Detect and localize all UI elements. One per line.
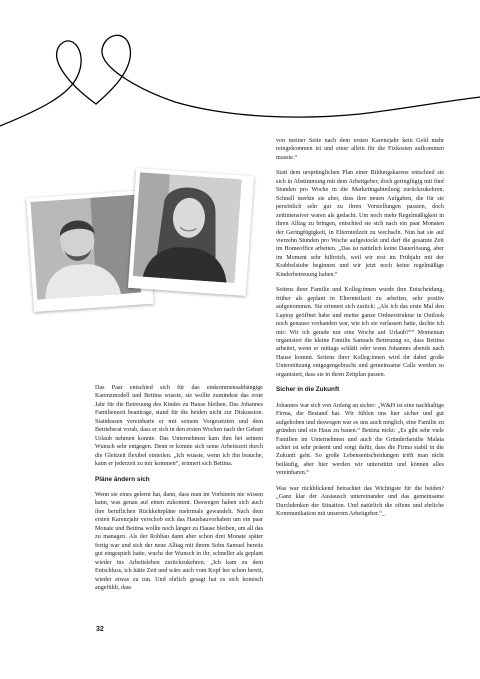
photo-collage (22, 172, 244, 314)
paragraph: Seitens ihrer Familie und Kolleg:innen wurde ihre Entscheidung, früher als geplant in Elternteilzeit zu arbeiten, sehr positiv aufgenommen. Sie erinnert sich zurück: „Als ich das erste Mal den Laptop geöffnet habe und meine ganze Ordnerstruktur in Outlook noch genauso vorhanden war, wie ich sie verlassen hatte, dachte ich mir: Wir ich gerade nur eine Woche auf Urlaub?““ Momentan organisiert die kleine Familie Samuels Betreuung so, dass Bettina arbeitet, wenn er mittags schläft oder wenn Johannes abends nach Hause kommt. Seitens ihrer Kolleg:innen wird ihr dabei große Unterstützung entgegengebracht und gemeinsame Calls werden so organisiert, dass sie in ihren Zeitplan passen. (276, 287, 444, 378)
paragraph: Das Paar entschied sich für das einkommensabhängige Karenzmodell und Bettina wusste, sie wollte zumindest das erste Jahr für die Betreuung des Kindes zu Hause bleiben. Das Johannes Familienzeit beantrage, stand für die beiden nicht zur Diskussion. Stattdessen vereinbarte er mit seinem Vorgesetzten und dem Betriebsrat vorab, dass er sich in den ersten Wochen nach der Geburt Urlaub nehmen konnte. Das Unternehmen kam ihm bei seinem Wunsch sehr entgegen. Denn er konnte sich seine Arbeitszeit durch die Gleitzeit flexibel einteilen. „Ich wusste, wenn ich ihn brauche, kann er jederzeit zu mir kommen“, erinnert sich Bettina. (95, 385, 263, 468)
paragraph: Statt dem ursprünglichen Plan einer Bildungskarenz entschied sie sich in Abstimmung mit dem Arbeitgeber, doch geringfügig mit fünf Stunden pro Woche in die Marketingabteilung zurückzukehren. Schnell merkte sie aber, dass ihre neuen Aufgaben, die für sie persönlich sehr gut zu ihren Vorstellungen passten, doch zeitintensiver waren als gedacht. Um noch mehr Regelmäßigkeit in ihren Alltag zu bringen, entschied sie sich nach ein paar Monaten der Geringfügigkeit, in Elternteilzeit zu wechseln. Nun hat sie auf vierzehn Stunden pro Woche aufgestockt und darf die gesamte Zeit im Homeoffice arbeiten. „Das ist natürlich keine Dauerlösung, aber im Moment sehr hilfreich, weil wir erst im Frühjahr mit der Krabbelstube beginnen und wir jetzt noch keine regelmäßige Kinderbetreuung haben.“ (276, 170, 444, 278)
paragraph: Johannes war sich von Anfang an sicher: „W&H ist eine nachhaltige Firma, die Bestand hat. Wir fühlen uns hier sicher und gut aufgehoben und deswegen war es uns auch möglich, eine Familie zu gründen und ein Haus zu bauen.“ Bettina nickt: „Es gibt sehr viele Familien im Unternehmen und auch die Gründerfamilie Malata achtet ist sehr präsent und sorgt dafür, dass die Firma stabil in die Zukunft geht. So große Lebensentscheidungen trifft man nicht beiläufig, aber hier werden wir unterstützt und können alles vereinbaren.“ (276, 402, 444, 477)
page-number: 32 (96, 626, 104, 633)
paragraph: Wenn sie eines gelernt hat, dann, dass man im Vorhinein nie wissen kann, was genau auf einen zukommt. Deswegen haben sich auch ihre beruflichen Rückkehrpläne mehrmals gewandelt. Nach dem ersten Karenzjahr verschob sich das Hausbauvorhaben um ein paar Monate und Bettina wollte noch länger zu Hause bleiben, um all das zu managen. Als der Rohbau dann aber schon drei Monate später fertig war und sich der neue Alltag mit ihrem Sohn Samuel bereits gut eingespielt hatte, wuchs der Wunsch in ihr, schneller als geplant wieder ins Arbeitsleben zurückzukehren. „Ich kam zu dem Entschluss, ich hätte Zeit und wäre auch vom Kopf her schon bereit, wieder etwas zu tun. Und ehrlich gesagt hat es sich komisch angefühlt, dass (95, 491, 263, 591)
heart-line-decoration (0, 0, 480, 130)
subheading: Sicher in die Zukunft (276, 386, 340, 394)
paragraph: von meiner Seite nach dem ersten Karenzjahr kein Geld mehr reingekommen ist und einer allein für die Fixkosten aufkommen musste.“ (276, 138, 444, 161)
subheading: Pläne ändern sich (95, 475, 150, 483)
right-text-column (276, 137, 444, 526)
left-text-column (95, 384, 263, 599)
photo-woman (128, 168, 254, 296)
paragraph: Was war rückblickend betrachtet das Wichtigste für die beiden? „Ganz klar der Austausch untereinander und das gemeinsame Durchdenken der Situation. Und natürlich die offene und ehrliche Kommunikation mit unserem Arbeitgeber.“_ (276, 485, 444, 518)
